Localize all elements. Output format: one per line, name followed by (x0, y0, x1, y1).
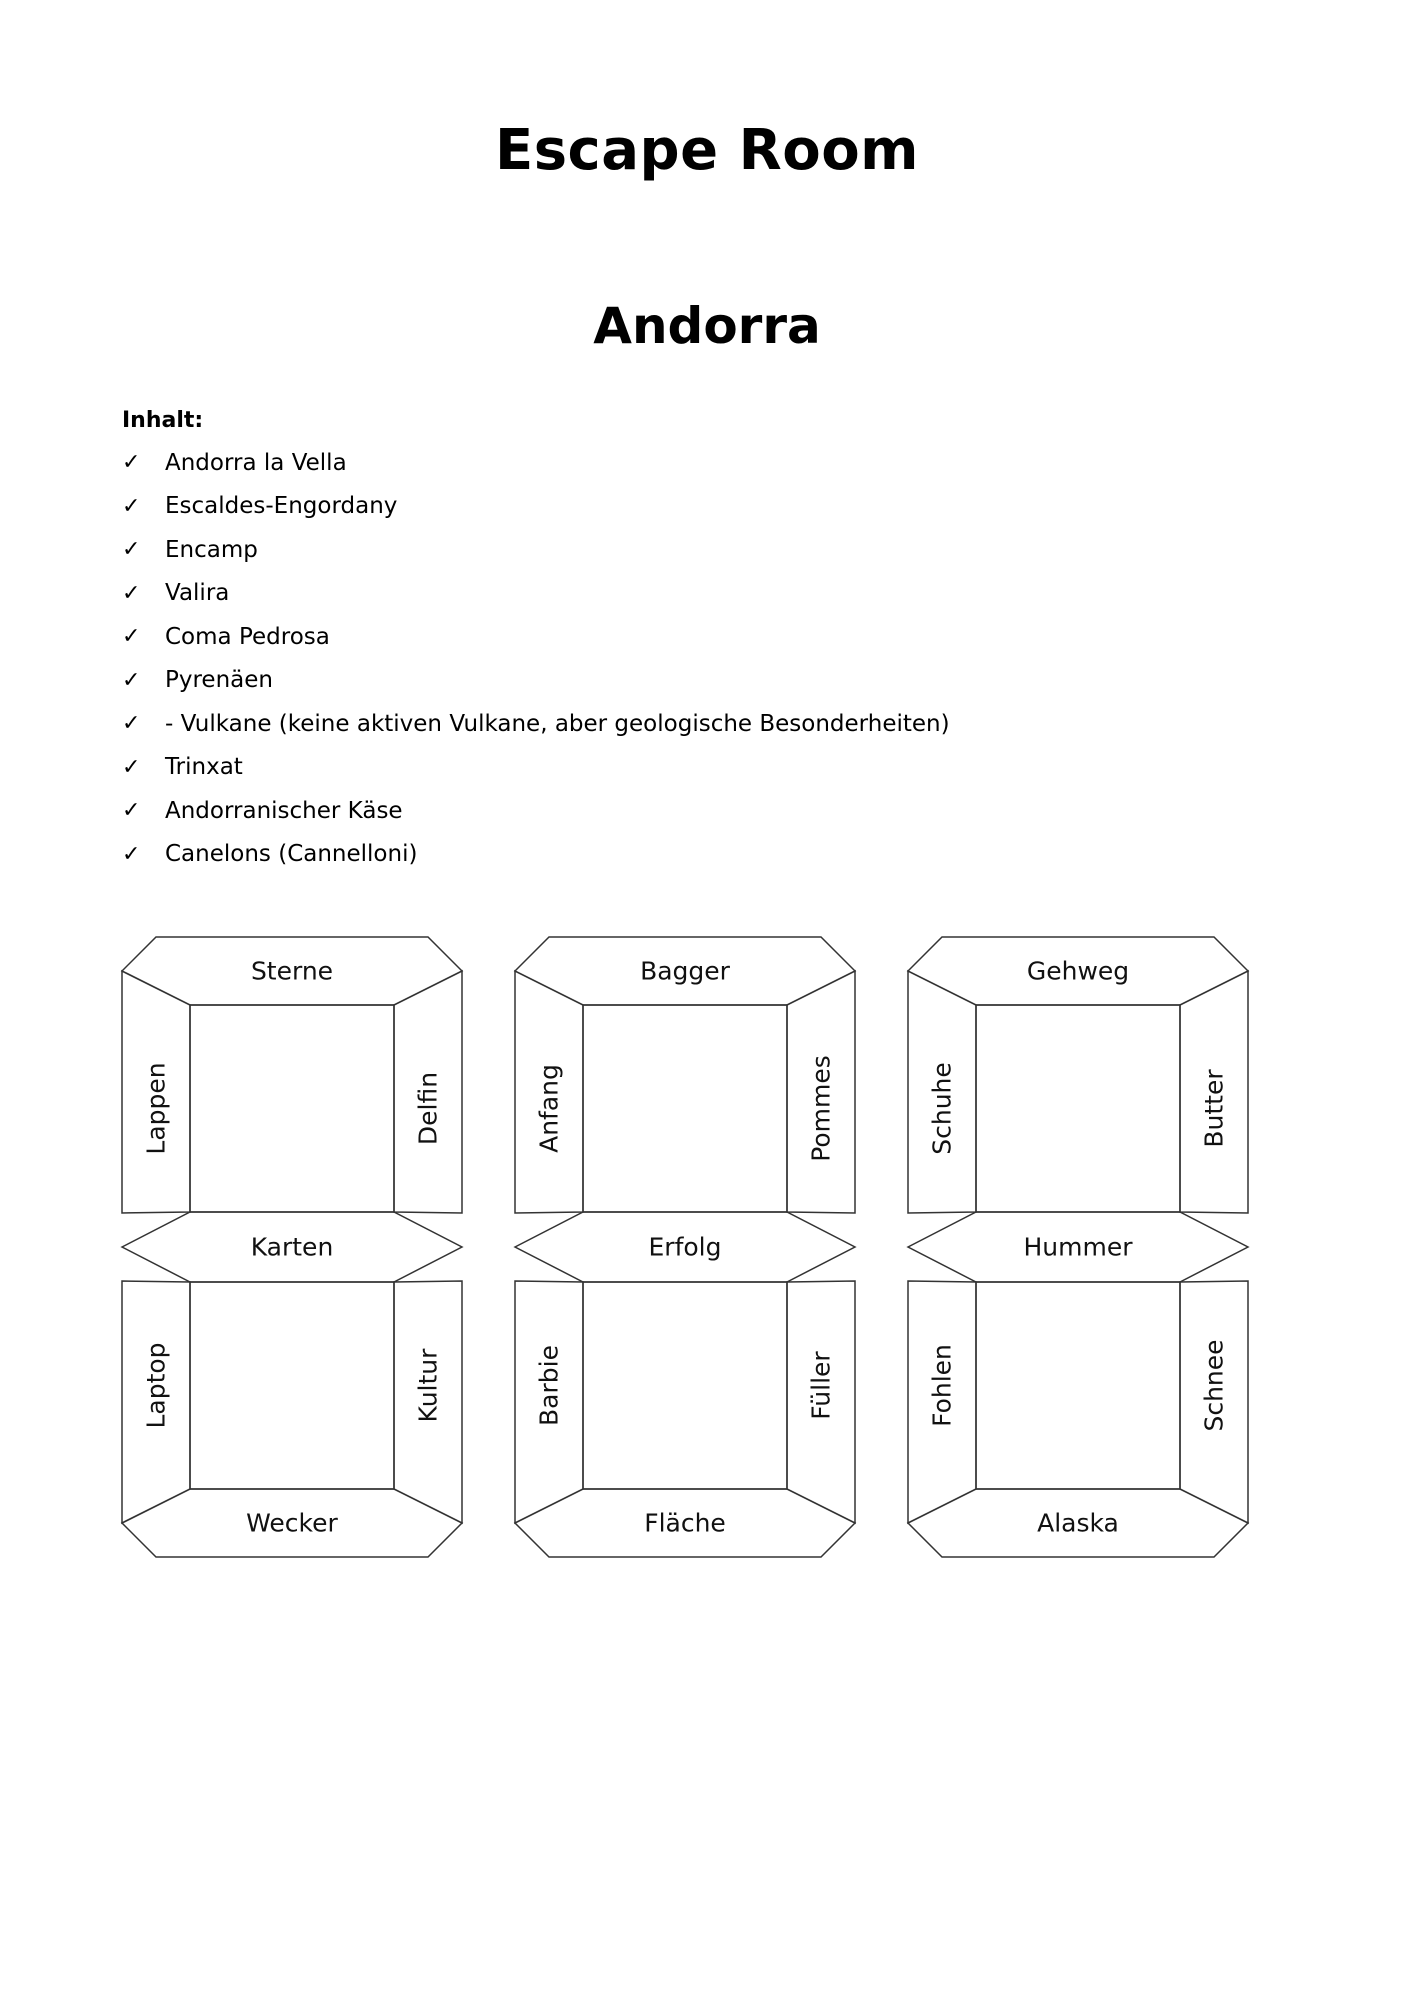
segment-lower-left-label: Laptop (141, 1342, 171, 1429)
lower-inner-square (190, 1282, 394, 1489)
lower-inner-square (583, 1282, 787, 1489)
segment-lower-left-label: Fohlen (927, 1344, 957, 1427)
segment-upper-right-label: Butter (1199, 1069, 1229, 1148)
segment-middle-label: Karten (250, 1232, 334, 1262)
checklist-item-text: Escaldes-Engordany (165, 493, 398, 520)
checklist-item-text: Valira (165, 580, 230, 607)
content-label: Inhalt: (122, 408, 204, 433)
segment-lower-right-label: Schnee (1199, 1339, 1229, 1432)
page-title: Escape Room (494, 118, 920, 183)
segment-top-label: Bagger (640, 956, 730, 986)
segment-upper-left-label: Lappen (141, 1062, 171, 1155)
check-icon: ✓ (122, 841, 141, 867)
checklist-item-text: Coma Pedrosa (165, 623, 330, 650)
check-icon: ✓ (122, 493, 141, 519)
checklist-item-text: Andorranischer Käse (165, 797, 403, 824)
segment-upper-right-label: Pommes (806, 1055, 836, 1162)
check-icon: ✓ (122, 798, 141, 824)
check-icon: ✓ (122, 667, 141, 693)
checklist-item-text: Andorra la Vella (165, 449, 347, 476)
segment-lower-right-label: Füller (806, 1351, 836, 1420)
checklist-item-text: Canelons (Cannelloni) (165, 841, 418, 868)
checklist-item-text: Trinxat (165, 754, 243, 781)
check-icon: ✓ (122, 537, 141, 563)
check-icon: ✓ (122, 711, 141, 737)
segment-lower-left-label: Barbie (534, 1345, 564, 1426)
segment-bottom-label: Fläche (644, 1508, 726, 1538)
puzzle-digit (515, 937, 855, 1557)
segment-bottom-label: Alaska (1037, 1508, 1119, 1538)
lower-inner-square (976, 1282, 1180, 1489)
segment-upper-left-label: Anfang (534, 1064, 564, 1153)
check-icon: ✓ (122, 450, 141, 476)
segment-middle-label: Hummer (1023, 1232, 1133, 1262)
segment-bottom-label: Wecker (246, 1508, 338, 1538)
upper-inner-square (976, 1005, 1180, 1212)
checklist-item-text: Pyrenäen (165, 667, 273, 694)
segment-upper-left-label: Schuhe (927, 1062, 957, 1155)
check-icon: ✓ (122, 580, 141, 606)
segment-lower-right-label: Kultur (413, 1348, 443, 1423)
check-icon: ✓ (122, 754, 141, 780)
segment-top-label: Gehweg (1026, 956, 1130, 986)
page-subtitle: Andorra (593, 297, 821, 355)
check-icon: ✓ (122, 624, 141, 650)
puzzle-digit (908, 937, 1248, 1557)
upper-inner-square (190, 1005, 394, 1212)
segment-top-label: Sterne (250, 956, 334, 986)
checklist-item-text: - Vulkane (keine aktiven Vulkane, aber geologische Besonderheiten) (165, 710, 950, 737)
upper-inner-square (583, 1005, 787, 1212)
checklist-item-text: Encamp (165, 536, 258, 563)
segment-middle-label: Erfolg (648, 1232, 722, 1262)
puzzle-digit (122, 937, 462, 1557)
segment-upper-right-label: Delfin (413, 1071, 443, 1146)
